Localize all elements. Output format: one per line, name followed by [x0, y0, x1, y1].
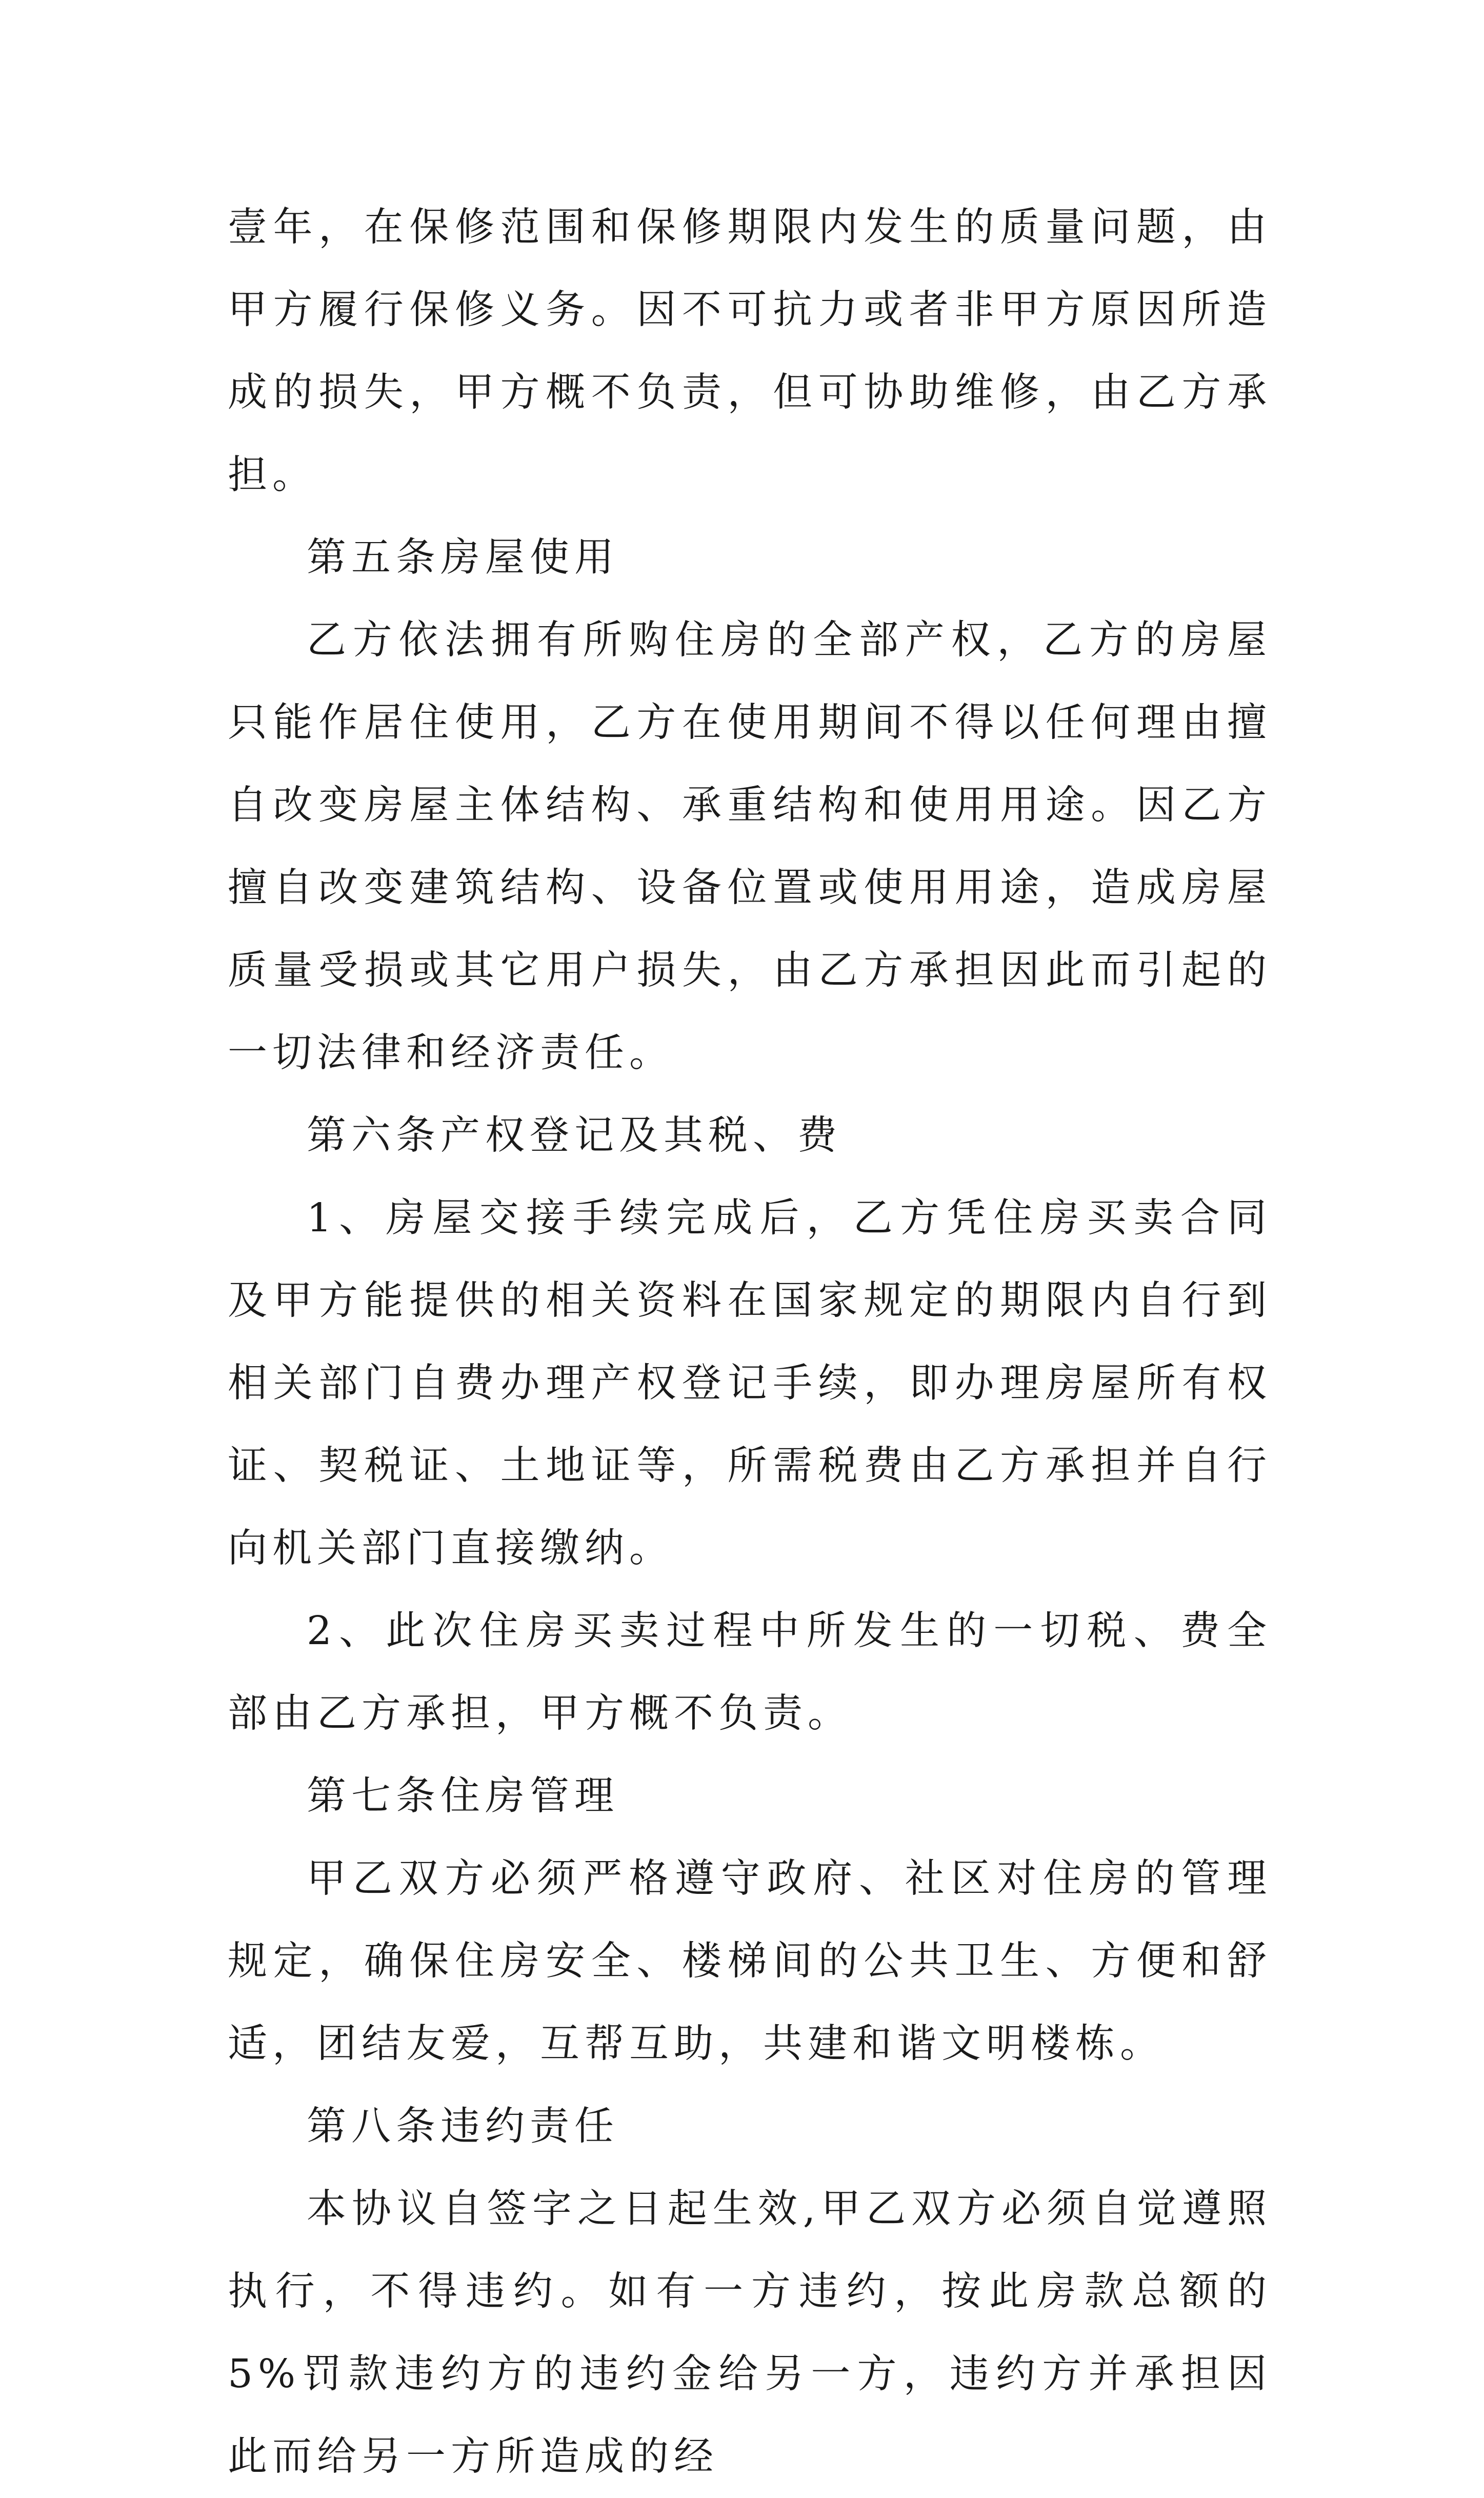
heading-article-8-breach-liability: 第八条违约责任	[307, 2104, 619, 2149]
paragraph-article-5-body: 乙方依法拥有所购住房的全部产权，乙方的房屋只能作居住使用，乙方在使用期间不得以任何理由擅自改变房屋主体结构、承重结构和使用用途。因乙方擅自改变建筑结构、设备位置或使用用途，造成房屋质量受损或其它用户损失，由乙方承担因此而引起的一切法律和经济责任。	[228, 617, 1272, 1076]
heading-article-5-house-use: 第五条房屋使用	[307, 535, 619, 581]
paragraph-warranty-continued: 壹年，在保修范围和保修期限内发生的质量问题，由甲方履行保修义务。因不可抗力或者非甲方原因所造成的损失，甲方概不负责，但可协助维修，由乙方承担。	[228, 205, 1272, 498]
paragraph-article-7-body: 甲乙双方必须严格遵守政府、社区对住房的管理规定，确保住房安全、楼梯间的公共卫生、方便和舒适，团结友爱，互帮互助，共建和谐文明楼栋。	[228, 1856, 1272, 2067]
heading-article-7-housing-management: 第七条住房管理	[307, 1773, 619, 1819]
paragraph-article-8-body: 本协议自签字之日起生效,甲乙双方必须自觉遵照执行，不得违约。如有一方违约，按此房款总额的5%罚款违约方的违约金给另一方，违约方并承担因此而给另一方所造成的经	[228, 2186, 1272, 2480]
paragraph-article-6-item-2: 2、此次住房买卖过程中所发生的一切税、费全部由乙方承担，甲方概不负责。	[228, 1608, 1272, 1736]
heading-article-6-registration-taxes: 第六条产权登记及其税、费	[307, 1113, 842, 1158]
document-body	[228, 186, 1272, 2498]
paragraph-article-6-item-1: 1、房屋交接手续完成后，乙方凭住房买卖合同及甲方能提供的相关资料在国家规定的期限内自行到相关部门自费办理产权登记手续，即办理房屋所有权证、契税证、土地证等，所需税费由乙方承担并自行向机关部门直接缴纳。	[228, 1195, 1272, 1571]
